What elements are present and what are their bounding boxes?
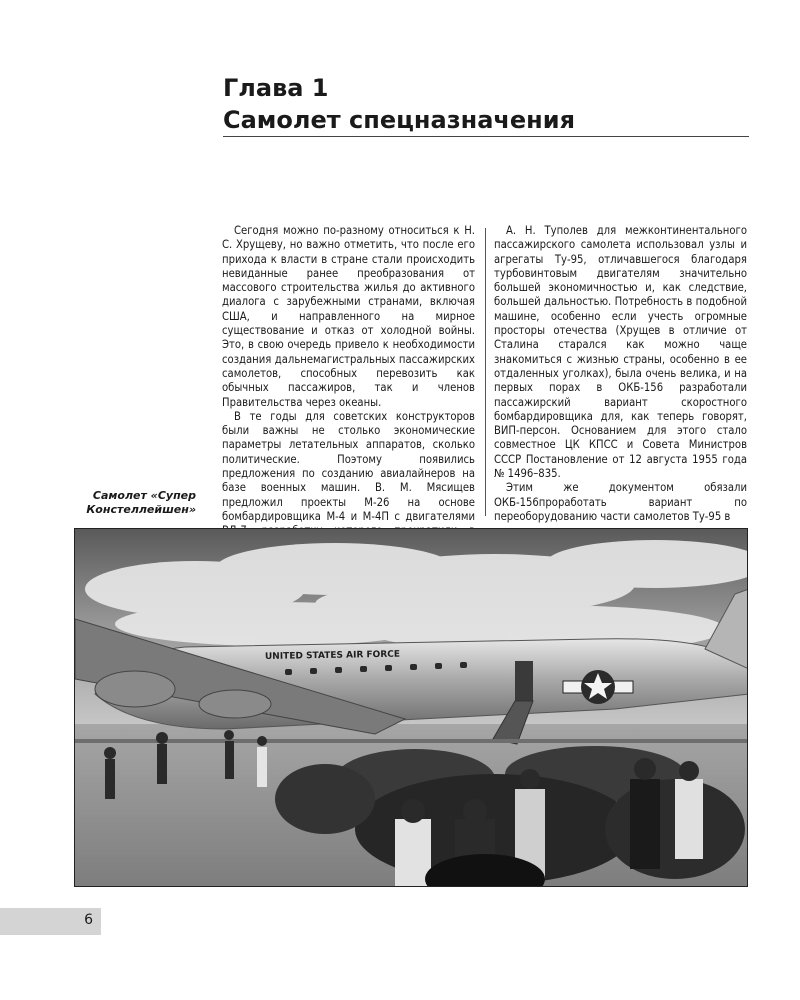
cabin-door [515, 661, 533, 701]
engine-nacelle [95, 671, 175, 707]
column-divider [485, 228, 486, 516]
fuselage-lettering: UNITED STATES AIR FORCE [264, 649, 401, 662]
paragraph: В те годы для советских конструкторов были важны не столько экономические параметры летательных аппаратов, сколько политические. Поэтому появились предложения по созданию авиалайнеров на базе военных машин. В. М. Мясищев предложил проекты М-26 на основе бомбардировщика М-4 и М-4П с двигателями [222, 409, 475, 523]
page-number: 6 [84, 912, 93, 928]
paragraph: А. Н. Туполев для межконтинентального пассажирского самолета использовал узлы и агрегаты Ту-95, отличавшегося благодаря турбовинтовым двигателям значительно большей экономичностью и, как следствие, большей дальностью. Потребность в подобной машине, особенно если учесть огромные просторы отечества (Хрущев в отличие от Сталина старался как можно чаще знакомиться с жизнью страны, особенно в ее отдаленных уголках), была очень велика, и на первых порах в ОКБ-156 разработали пассажирский вариант скоростного бомбардировщика для, как теперь говорят, ВИП-персон. Основанием для этого стало совместное ЦК КПСС и Совета Министров СССР Постановление от 12 августа 1955 года № 1496–835. [494, 224, 747, 481]
chapter-rule [223, 136, 749, 137]
engine-nacelle [199, 690, 271, 718]
paragraph: Сегодня можно по-разному относиться к Н. С. Хрущеву, но важно отметить, что после его прихода к власти в стране стали происходить невиданные ранее преобразования от массового строительства жилья до активного диалога с зарубежными странами, включая США, и направленного на мирное существование и отказ от холодной войны. Это, в свою очередь привело к необходимости создания дальнемагистральных пассажирских самолетов, способных перевозить как обычных пассажиров, так и членов Правительства через океаны. [222, 224, 475, 409]
paragraph: Этим же документом обязали ОКБ-156проработать вариант по переоборудованию части самолетов Ту-95 в [494, 481, 747, 523]
aircraft-photo [74, 528, 748, 887]
chapter-heading [223, 72, 575, 136]
left-text-column [222, 224, 475, 553]
photo-caption: Самолет «Супер Констеллейшен» [86, 489, 196, 516]
right-text-column [494, 224, 747, 524]
chapter-title: Самолет спецназначения [223, 106, 575, 134]
page-number-tab [0, 908, 101, 935]
chapter-number: Глава 1 [223, 74, 329, 102]
